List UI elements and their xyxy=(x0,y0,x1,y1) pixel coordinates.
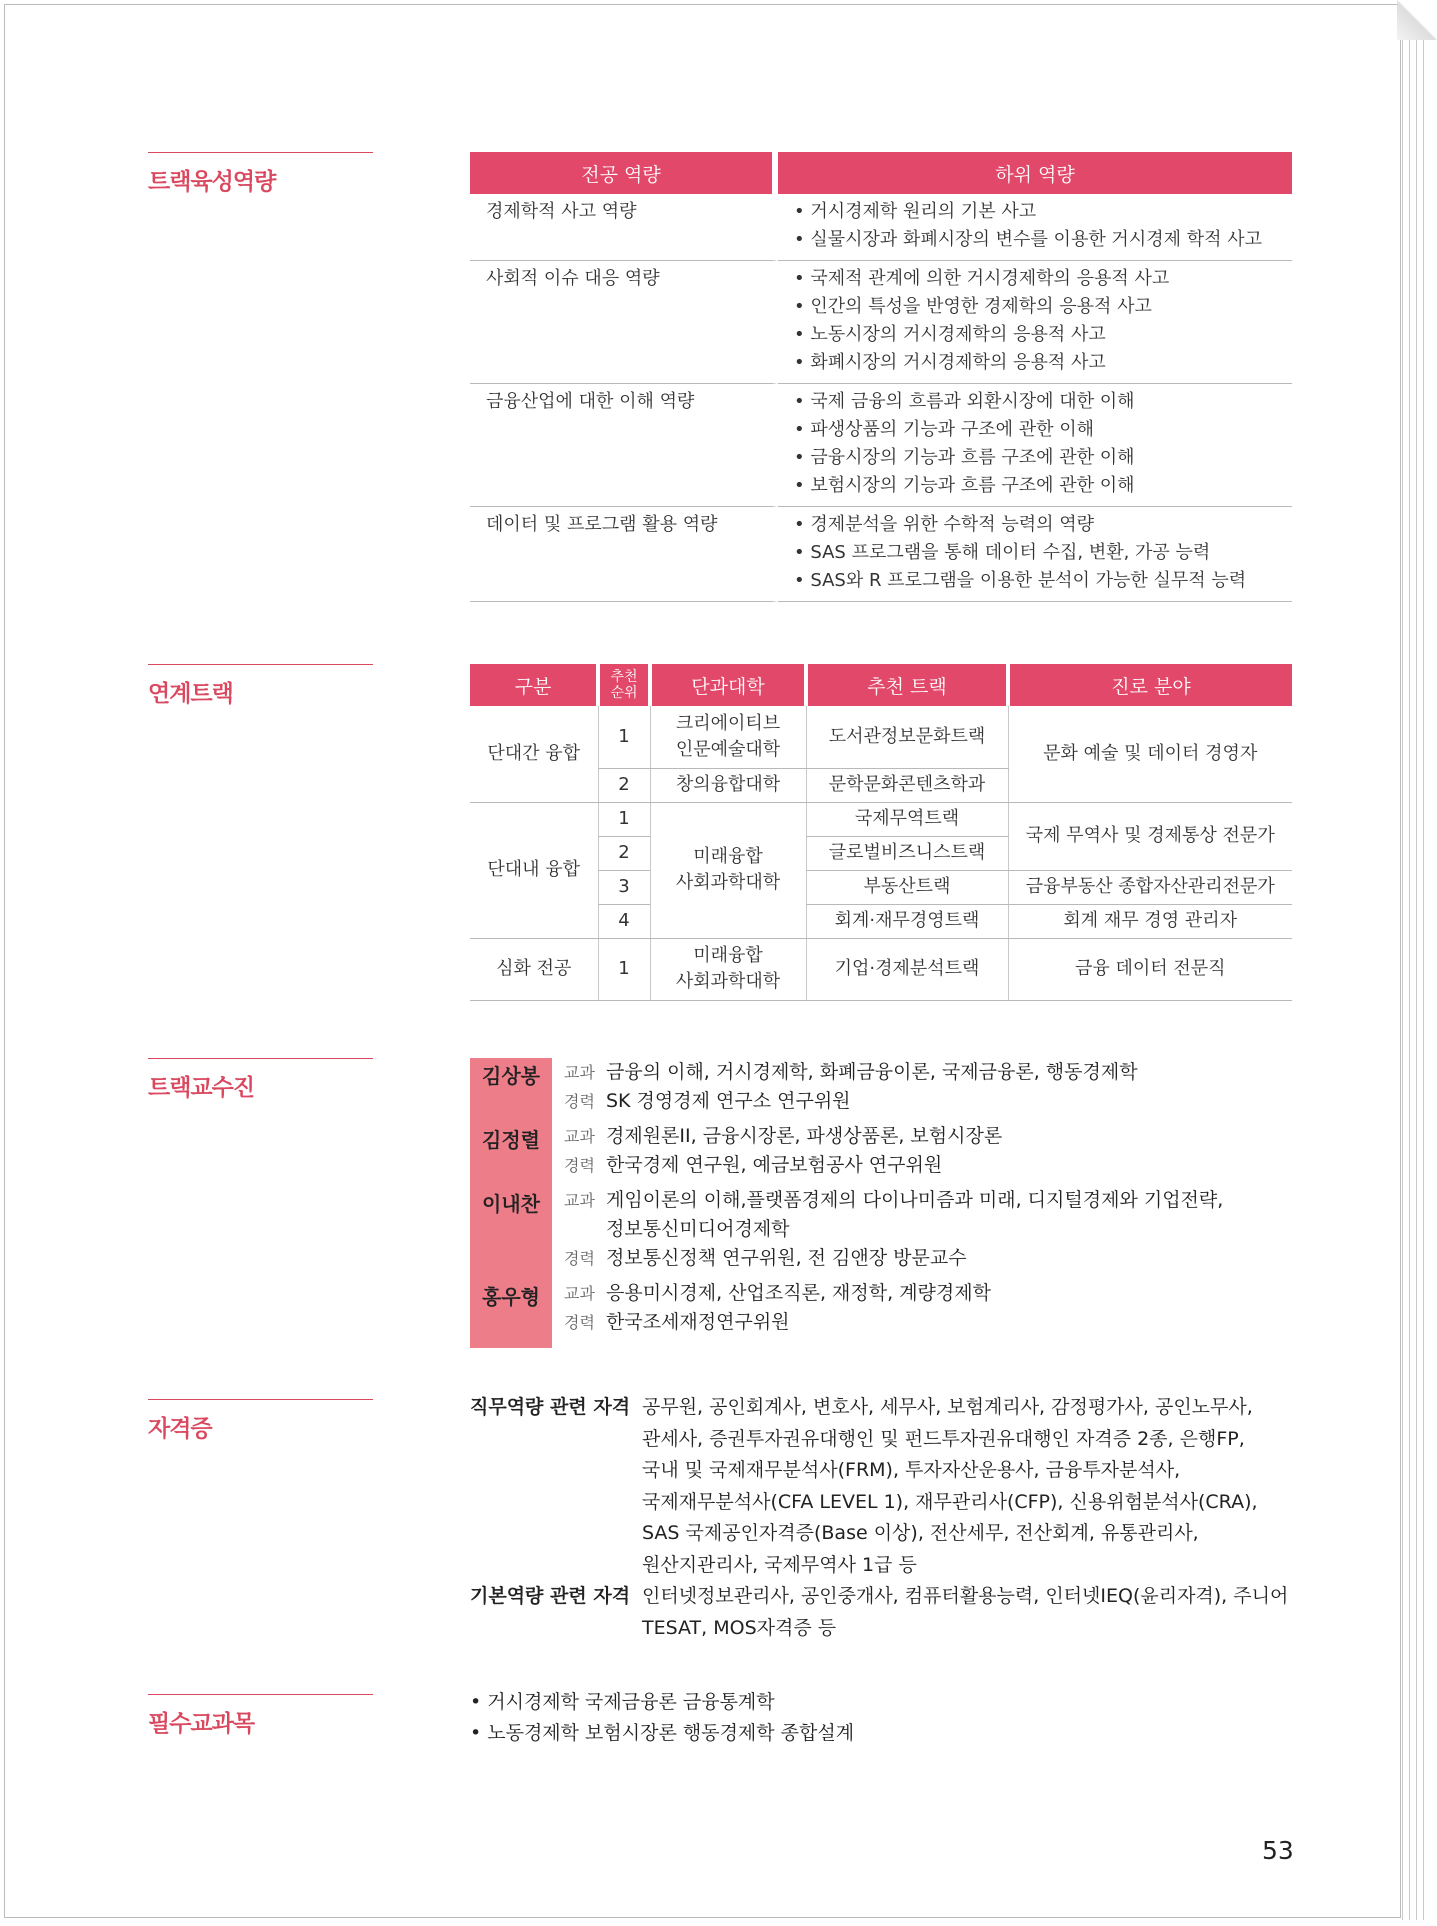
faculty-item xyxy=(470,1186,1300,1273)
certificate-line: 공무원, 공인회계사, 변호사, 세무사, 보험계리사, 감정평가사, 공인노무사, xyxy=(642,1396,1253,1418)
section-title-faculty: 트랙교수진 xyxy=(148,1058,373,1102)
career-cell: 회계 재무 경영 관리자 xyxy=(1008,904,1292,938)
page-edge xyxy=(1416,6,1417,1920)
line-text: 응용미시경제, 산업조직론, 재정학, 계량경제학 xyxy=(606,1282,991,1304)
certificate-line: 인터넷정보관리사, 공인중개사, 컴퓨터활용능력, 인터넷IEQ(윤리자격), 주니어 xyxy=(642,1585,1289,1607)
header-major-competency: 전공 역량 xyxy=(470,152,778,194)
required-course: • 노동경제학 보험시장론 행동경제학 종합설계 xyxy=(470,1718,854,1749)
rank-cell: 1 xyxy=(598,706,650,768)
table-row xyxy=(470,507,1292,602)
college-cell: 크리에이티브 인문예술대학 xyxy=(650,706,806,768)
faculty-item xyxy=(470,1122,1300,1180)
header-track: 추천 트랙 xyxy=(806,664,1008,706)
linked-track-table xyxy=(470,664,1292,1001)
line-label: 경력 xyxy=(564,1249,595,1268)
faculty-name: 이내찬 xyxy=(482,1192,540,1216)
sub-competency: • SAS와 R 프로그램을 이용한 분석이 가능한 실무적 능력 xyxy=(794,567,1292,595)
page-curl xyxy=(1397,0,1437,40)
major-competency: 사회적 이슈 대응 역량 xyxy=(470,261,778,384)
table-row xyxy=(470,938,1292,1000)
page-edge xyxy=(1409,6,1410,1920)
table-row xyxy=(470,802,1292,836)
header-sub-competency: 하위 역량 xyxy=(778,152,1292,194)
line-label: 교과 xyxy=(564,1127,595,1146)
header-rank-top: 추천 xyxy=(610,669,638,685)
certificate-line: TESAT, MOS자격증 등 xyxy=(642,1616,837,1639)
header-rank xyxy=(598,664,650,706)
line-label xyxy=(552,1215,606,1244)
certificate-line: 국내 및 국제재무분석사(FRM), 투자자산운용사, 금융투자분석사, xyxy=(642,1459,1181,1481)
faculty-item xyxy=(470,1279,1300,1337)
sub-competency: • 국제 금융의 흐름과 외환시장에 대한 이해 xyxy=(794,388,1292,416)
line-label: 경력 xyxy=(564,1156,595,1175)
line-label: 교과 xyxy=(564,1191,595,1210)
major-competency: 데이터 및 프로그램 활용 역량 xyxy=(470,507,778,602)
certificate-line: SAS 국제공인자격증(Base 이상), 전산세무, 전산회계, 유통관리사, xyxy=(642,1522,1199,1544)
track-cell: 국제무역트랙 xyxy=(806,802,1008,836)
career-cell: 금융부동산 종합자산관리전문가 xyxy=(1008,870,1292,904)
rank-cell: 4 xyxy=(598,904,650,938)
sub-competency: • 파생상품의 기능과 구조에 관한 이해 xyxy=(794,416,1292,444)
sub-competency: • SAS 프로그램을 통해 데이터 수집, 변환, 가공 능력 xyxy=(794,539,1292,567)
rank-cell: 3 xyxy=(598,870,650,904)
rank-cell: 1 xyxy=(598,802,650,836)
type-cell: 단대간 융합 xyxy=(470,706,598,802)
certificate-line: 관세사, 증권투자권유대행인 및 펀드투자권유대행인 자격증 2종, 은행FP, xyxy=(642,1427,1245,1450)
header-college: 단과대학 xyxy=(650,664,806,706)
sub-competency: • 국제적 관계에 의한 거시경제학의 응용적 사고 xyxy=(794,265,1292,293)
track-cell: 부동산트랙 xyxy=(806,870,1008,904)
sub-competency: • 금융시장의 기능과 흐름 구조에 관한 이해 xyxy=(794,444,1292,472)
line-text: 게임이론의 이해,플랫폼경제의 다이나미즘과 미래, 디지털경제와 기업전략, xyxy=(606,1189,1224,1211)
faculty-item xyxy=(470,1058,1300,1116)
major-competency: 금융산업에 대한 이해 역량 xyxy=(470,384,778,507)
type-cell: 심화 전공 xyxy=(470,938,598,1000)
sub-competency: • 인간의 특성을 반영한 경제학의 응용적 사고 xyxy=(794,293,1292,321)
section-title-required: 필수교과목 xyxy=(148,1694,373,1738)
page-edge xyxy=(1423,6,1424,1920)
college-cell: 미래융합 사회과학대학 xyxy=(650,802,806,938)
line-text: 정보통신미디어경제학 xyxy=(606,1218,790,1240)
rank-cell: 1 xyxy=(598,938,650,1000)
table-row xyxy=(470,706,1292,768)
line-text: 경제원론II, 금융시장론, 파생상품론, 보험시장론 xyxy=(606,1125,1003,1147)
table-row xyxy=(470,261,1292,384)
faculty-name: 홍우형 xyxy=(482,1285,540,1309)
track-cell: 도서관정보문화트랙 xyxy=(806,706,1008,768)
certificate-list xyxy=(470,1392,1300,1644)
sub-competency: • 경제분석을 위한 수학적 능력의 역량 xyxy=(794,511,1292,539)
certificate-group xyxy=(470,1581,1300,1644)
college-cell: 미래융합 사회과학대학 xyxy=(650,938,806,1000)
track-cell: 기업·경제분석트랙 xyxy=(806,938,1008,1000)
line-text: SK 경영경제 연구소 연구위원 xyxy=(606,1090,851,1112)
section-title-certificates: 자격증 xyxy=(148,1399,373,1443)
section-title-competency: 트랙육성역량 xyxy=(148,152,373,196)
required-course-list xyxy=(470,1687,854,1749)
sub-competency: • 보험시장의 기능과 흐름 구조에 관한 이해 xyxy=(794,472,1292,500)
major-competency: 경제학적 사고 역량 xyxy=(470,194,778,261)
sub-competency: • 화폐시장의 거시경제학의 응용적 사고 xyxy=(794,349,1292,377)
sub-competency: • 노동시장의 거시경제학의 응용적 사고 xyxy=(794,321,1292,349)
track-cell: 문학문화콘텐츠학과 xyxy=(806,768,1008,802)
header-type: 구분 xyxy=(470,664,598,706)
rank-cell: 2 xyxy=(598,768,650,802)
page-edge xyxy=(1402,6,1403,1920)
track-cell: 회계·재무경영트랙 xyxy=(806,904,1008,938)
page-number: 53 xyxy=(1262,1836,1294,1865)
line-text: 한국조세재정연구위원 xyxy=(606,1311,790,1333)
certificate-label: 직무역량 관련 자격 xyxy=(470,1396,631,1418)
sub-competency: • 실물시장과 화폐시장의 변수를 이용한 거시경제 학적 사고 xyxy=(794,226,1292,254)
header-rank-bottom: 순위 xyxy=(610,685,638,701)
type-cell: 단대내 융합 xyxy=(470,802,598,938)
line-label: 교과 xyxy=(564,1063,595,1082)
certificate-label: 기본역량 관련 자격 xyxy=(470,1585,631,1607)
certificate-line: 국제재무분석사(CFA LEVEL 1), 재무관리사(CFP), 신용위험분석사(CRA), xyxy=(642,1490,1258,1513)
section-title-linked: 연계트랙 xyxy=(148,664,373,708)
line-label: 경력 xyxy=(564,1092,595,1111)
line-text: 정보통신정책 연구위원, 전 김앤장 방문교수 xyxy=(606,1247,967,1269)
required-course: • 거시경제학 국제금융론 금융통계학 xyxy=(470,1687,854,1718)
career-cell: 문화 예술 및 데이터 경영자 xyxy=(1008,706,1292,802)
table-row xyxy=(470,194,1292,261)
career-cell: 금융 데이터 전문직 xyxy=(1008,938,1292,1000)
table-row xyxy=(470,384,1292,507)
line-text: 한국경제 연구원, 예금보험공사 연구위원 xyxy=(606,1154,943,1176)
faculty-list xyxy=(470,1058,1300,1337)
line-label: 경력 xyxy=(564,1313,595,1332)
faculty-name: 김정렬 xyxy=(482,1128,540,1152)
college-cell: 창의융합대학 xyxy=(650,768,806,802)
competency-table xyxy=(470,152,1292,602)
line-label: 교과 xyxy=(564,1284,595,1303)
certificate-group xyxy=(470,1392,1300,1581)
faculty-name: 김상봉 xyxy=(482,1064,540,1088)
rank-cell: 2 xyxy=(598,836,650,870)
line-text: 금융의 이해, 거시경제학, 화폐금융이론, 국제금융론, 행동경제학 xyxy=(606,1061,1138,1083)
sub-competency: • 거시경제학 원리의 기본 사고 xyxy=(794,198,1292,226)
career-cell: 국제 무역사 및 경제통상 전문가 xyxy=(1008,802,1292,870)
certificate-line: 원산지관리사, 국제무역사 1급 등 xyxy=(642,1553,917,1576)
track-cell: 글로벌비즈니스트랙 xyxy=(806,836,1008,870)
header-career: 진로 분야 xyxy=(1008,664,1292,706)
